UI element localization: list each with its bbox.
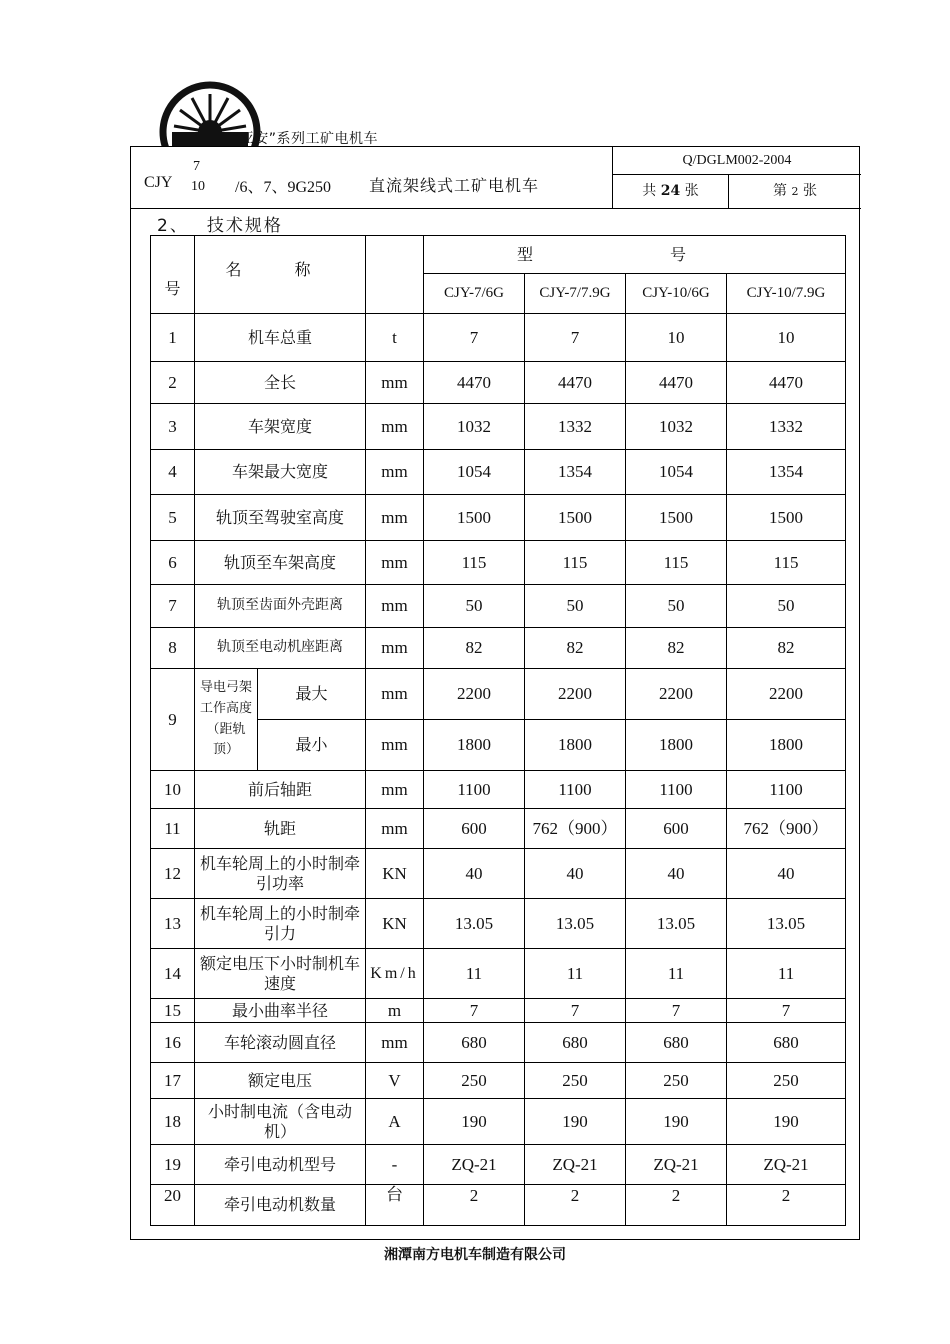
row-value: 4470: [626, 362, 727, 404]
row-number: 16: [151, 1023, 195, 1063]
row-group-name: 导电弓架工作高度（距轨顶）: [195, 669, 258, 771]
row-value: 7: [525, 999, 626, 1023]
row-value: 600: [424, 809, 525, 849]
row-name: 机车轮周上的小时制牵引功率: [195, 849, 366, 899]
row-unit: mm: [366, 809, 424, 849]
row-value: 11: [424, 949, 525, 999]
row-name: 额定电压下小时制机车速度: [195, 949, 366, 999]
row-name: 轨顶至驾驶室高度: [195, 495, 366, 541]
title-prefix: CJY: [144, 174, 173, 191]
row-name: 牵引电动机型号: [195, 1145, 366, 1185]
row-value: ZQ-21: [727, 1145, 846, 1185]
col-header-model: 型 号: [424, 236, 846, 274]
row-name: 轨距: [195, 809, 366, 849]
row-value: 50: [727, 585, 846, 628]
row-value: 7: [424, 314, 525, 362]
page-number: 第 2 张: [773, 183, 817, 199]
row-name: 轨顶至齿面外壳距离: [195, 585, 366, 628]
row-unit: mm: [366, 450, 424, 495]
row-unit: 台: [366, 1185, 424, 1226]
row-number: 2: [151, 362, 195, 404]
row-unit: Km/h: [366, 949, 424, 999]
row-value: 40: [424, 849, 525, 899]
table-row: [151, 495, 846, 541]
row-value: 11: [727, 949, 846, 999]
row-name: 机车总重: [195, 314, 366, 362]
row-value: 4470: [727, 362, 846, 404]
row-unit: mm: [366, 669, 424, 720]
company-footer: 湘潭南方电机车制造有限公司: [384, 1247, 566, 1263]
row-value: 115: [525, 541, 626, 585]
table-row: [151, 362, 846, 404]
row-value: 250: [525, 1063, 626, 1099]
table-row: [151, 314, 846, 362]
col-header-unit: [366, 236, 424, 314]
row-value: 115: [424, 541, 525, 585]
spec-table: [150, 235, 846, 1226]
row-value: 1354: [727, 450, 846, 495]
row-value: 1054: [424, 450, 525, 495]
row-name: 车架宽度: [195, 404, 366, 450]
row-value: 1500: [525, 495, 626, 541]
table-row: [151, 404, 846, 450]
row-unit: m: [366, 999, 424, 1023]
row-value: 7: [525, 314, 626, 362]
row-unit: KN: [366, 849, 424, 899]
row-value: 1800: [727, 720, 846, 771]
row-value: 190: [727, 1099, 846, 1145]
table-row: [151, 1145, 846, 1185]
row-value: 600: [626, 809, 727, 849]
row-unit: mm: [366, 720, 424, 771]
row-unit: mm: [366, 541, 424, 585]
row-value: 680: [727, 1023, 846, 1063]
row-number: 6: [151, 541, 195, 585]
row-name: 全长: [195, 362, 366, 404]
row-value: 82: [525, 628, 626, 669]
row-name: 轨顶至车架高度: [195, 541, 366, 585]
table-row: [151, 1099, 846, 1145]
row-number: 19: [151, 1145, 195, 1185]
row-value: 82: [727, 628, 846, 669]
table-row: [151, 809, 846, 849]
table-row: [151, 585, 846, 628]
row-number: 4: [151, 450, 195, 495]
row-number: 20: [151, 1185, 195, 1226]
row-number: 9: [151, 669, 195, 771]
col-header-name: 名 称: [195, 236, 366, 314]
row-value: 2200: [424, 669, 525, 720]
row-value: 82: [626, 628, 727, 669]
row-name: 机车轮周上的小时制牵引力: [195, 899, 366, 949]
row-number: 14: [151, 949, 195, 999]
row-value: 1332: [727, 404, 846, 450]
row-unit: A: [366, 1099, 424, 1145]
row-value: 1800: [626, 720, 727, 771]
row-name: 车架最大宽度: [195, 450, 366, 495]
title-cell: [131, 147, 613, 209]
row-unit: KN: [366, 899, 424, 949]
model-header: CJY-7/6G: [424, 274, 525, 314]
row-value: 2200: [626, 669, 727, 720]
row-value: ZQ-21: [424, 1145, 525, 1185]
row-value: 1100: [727, 771, 846, 809]
row-value: 10: [727, 314, 846, 362]
row-name: 最大: [258, 669, 366, 720]
row-value: 1332: [525, 404, 626, 450]
row-value: 190: [626, 1099, 727, 1145]
row-unit: mm: [366, 585, 424, 628]
row-name: 最小曲率半径: [195, 999, 366, 1023]
row-value: 680: [424, 1023, 525, 1063]
model-header: CJY-10/6G: [626, 274, 727, 314]
row-value: 250: [424, 1063, 525, 1099]
total-pages: 共 24 张: [613, 175, 729, 208]
row-value: 1100: [525, 771, 626, 809]
row-value: 1354: [525, 450, 626, 495]
row-number: 17: [151, 1063, 195, 1099]
row-value: 50: [424, 585, 525, 628]
row-unit: mm: [366, 362, 424, 404]
row-number: 5: [151, 495, 195, 541]
row-value: 2200: [727, 669, 846, 720]
row-value: 7: [424, 999, 525, 1023]
series-title: “亚安”系列工矿电机车: [232, 131, 379, 147]
row-value: 250: [727, 1063, 846, 1099]
row-value: 11: [626, 949, 727, 999]
row-number: 10: [151, 771, 195, 809]
row-value: 13.05: [424, 899, 525, 949]
table-row: [151, 669, 846, 720]
row-value: 115: [626, 541, 727, 585]
row-unit: V: [366, 1063, 424, 1099]
table-row: [151, 450, 846, 495]
table-row: [151, 1063, 846, 1099]
table-row: [151, 1023, 846, 1063]
row-value: 1032: [626, 404, 727, 450]
row-value: 1032: [424, 404, 525, 450]
row-value: 1500: [424, 495, 525, 541]
row-number: 12: [151, 849, 195, 899]
row-value: 4470: [424, 362, 525, 404]
row-unit: mm: [366, 628, 424, 669]
row-value: 1800: [424, 720, 525, 771]
title-name: 直流架线式工矿电机车: [369, 176, 540, 195]
row-value: 2200: [525, 669, 626, 720]
row-unit: t: [366, 314, 424, 362]
row-name: 最小: [258, 720, 366, 771]
col-header-no: 号: [151, 236, 195, 314]
title-fraction-top: 7: [193, 159, 200, 174]
row-value: 1500: [626, 495, 727, 541]
section-title: 2、 技术规格: [157, 216, 283, 236]
row-value: 1100: [424, 771, 525, 809]
row-value: 190: [525, 1099, 626, 1145]
row-value: 250: [626, 1063, 727, 1099]
row-number: 8: [151, 628, 195, 669]
row-value: 2: [525, 1185, 626, 1226]
table-row: [151, 949, 846, 999]
row-value: 40: [525, 849, 626, 899]
table-row: [151, 771, 846, 809]
row-name: 小时制电流（含电动机）: [195, 1099, 366, 1145]
row-unit: mm: [366, 771, 424, 809]
row-unit: mm: [366, 1023, 424, 1063]
row-value: 2: [626, 1185, 727, 1226]
row-value: 11: [525, 949, 626, 999]
row-value: 115: [727, 541, 846, 585]
row-value: 190: [424, 1099, 525, 1145]
row-name: 额定电压: [195, 1063, 366, 1099]
row-name: 牵引电动机数量: [195, 1185, 366, 1226]
row-value: 50: [525, 585, 626, 628]
table-row: [151, 541, 846, 585]
row-value: 1800: [525, 720, 626, 771]
row-value: 13.05: [727, 899, 846, 949]
row-value: 40: [626, 849, 727, 899]
title-suffix: /6、7、9G250: [235, 179, 332, 196]
row-unit: -: [366, 1145, 424, 1185]
row-value: 82: [424, 628, 525, 669]
row-value: 50: [626, 585, 727, 628]
row-value: 2: [424, 1185, 525, 1226]
row-number: 11: [151, 809, 195, 849]
table-row: [151, 628, 846, 669]
row-value: 762（900）: [525, 809, 626, 849]
table-row: [151, 1185, 846, 1226]
row-number: 13: [151, 899, 195, 949]
row-value: 680: [525, 1023, 626, 1063]
row-value: 7: [626, 999, 727, 1023]
row-unit: mm: [366, 404, 424, 450]
row-value: 4470: [525, 362, 626, 404]
row-name: 车轮滚动圆直径: [195, 1023, 366, 1063]
row-value: 7: [727, 999, 846, 1023]
table-row: [151, 899, 846, 949]
model-header: CJY-10/7.9G: [727, 274, 846, 314]
row-name: 轨顶至电动机座距离: [195, 628, 366, 669]
row-value: 762（900）: [727, 809, 846, 849]
row-number: 1: [151, 314, 195, 362]
table-row: [151, 999, 846, 1023]
row-value: 13.05: [525, 899, 626, 949]
row-number: 7: [151, 585, 195, 628]
row-value: 1100: [626, 771, 727, 809]
row-unit: mm: [366, 495, 424, 541]
row-value: ZQ-21: [626, 1145, 727, 1185]
model-header: CJY-7/7.9G: [525, 274, 626, 314]
title-fraction-bottom: 10: [191, 179, 205, 194]
row-name: 前后轴距: [195, 771, 366, 809]
row-number: 15: [151, 999, 195, 1023]
table-row: [151, 849, 846, 899]
row-value: 2: [727, 1185, 846, 1226]
row-value: 1500: [727, 495, 846, 541]
row-value: 680: [626, 1023, 727, 1063]
row-value: ZQ-21: [525, 1145, 626, 1185]
row-value: 40: [727, 849, 846, 899]
doc-info-cell: [613, 147, 861, 209]
spec-sheet-frame: [130, 146, 860, 1240]
row-number: 3: [151, 404, 195, 450]
doc-code: Q/DGLM002-2004: [613, 147, 861, 175]
row-value: 10: [626, 314, 727, 362]
row-value: 1054: [626, 450, 727, 495]
row-number: 18: [151, 1099, 195, 1145]
row-value: 13.05: [626, 899, 727, 949]
